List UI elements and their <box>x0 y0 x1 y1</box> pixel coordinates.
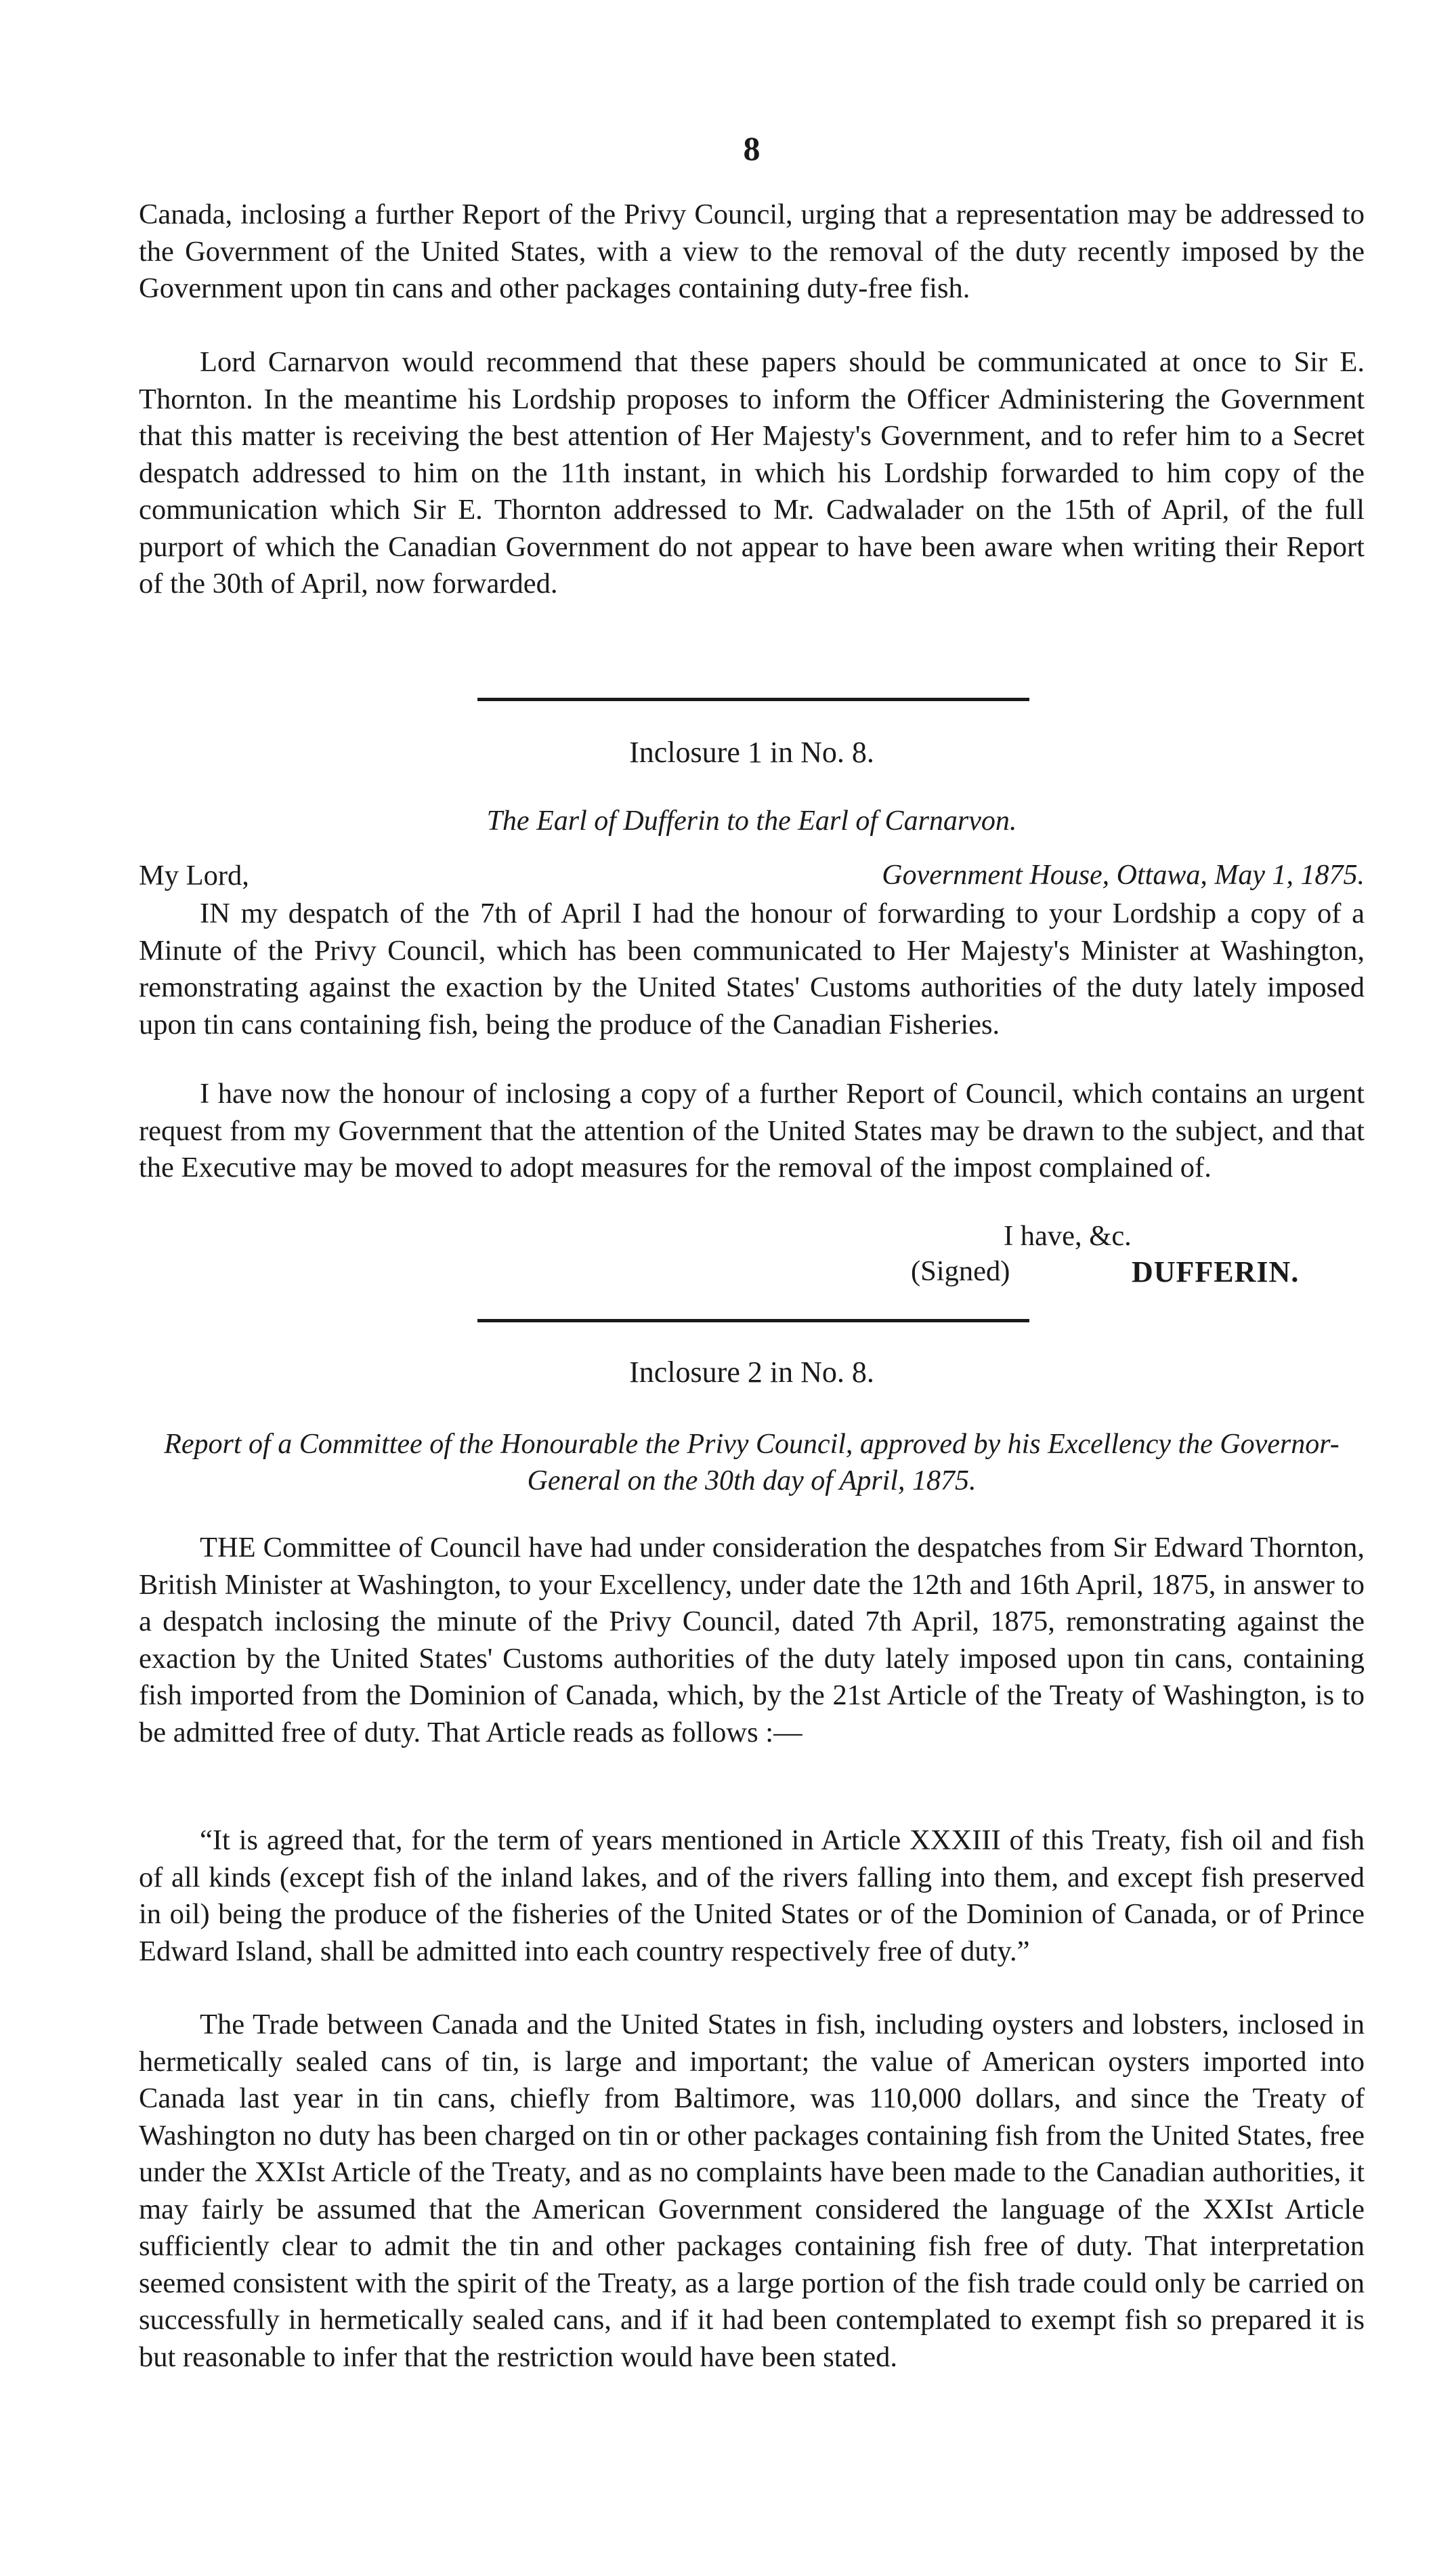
intro-paragraph-2: Lord Carnarvon would recommend that these papers should be communicated at once to Sir E. Thornton. In the meantime his Lordship proposes to inform the Officer Administering the Government that this matter is receiving the best attention of Her Majesty's Government, and to refer him to a Secret despatch addressed to him on the 11th instant, in which his Lordship forwarded to him copy of the communication which Sir E. Thornton addressed to Mr. Cadwalader on the 15th of April, of the full purport of which the Canadian Government do not appear to have been aware when writing their Report of the 30th of April, now forwarded. <box>139 346 1365 600</box>
inclosure-2-paragraph-1: THE Committee of Council have had under consideration the despatches from Sir Edward Thornton, British Minister at Washington, to your Excellency, under date the 12th and 16th April, 1875, in answer to a despatch inclosing the minute of the Privy Council, dated 7th April, 1875, remonstrating against the exaction by the United States' Customs authorities of the duty lately imposed upon tin cans, containing fish imported from the Dominion of Canada, which, by the 21st Article of the Treaty of Washington, is to be admitted free of duty. That Article reads as follows :— <box>139 1532 1365 1748</box>
inclosure-1-paragraph-1: IN my despatch of the 7th of April I had the honour of forwarding to your Lordship a copy of a Minute of the Privy Council, which has been communicated to Her Majesty's Minister at Washington, remonstrating against the exaction by the United States' Customs authorities of the duty lately imposed upon tin cans containing fish, being the produce of the Canadian Fisheries. <box>139 898 1365 1041</box>
inclosure-1-heading: Inclosure 1 in No. 8. <box>629 736 874 769</box>
signed-label: (Signed) <box>911 1255 1010 1287</box>
inclosure-2-paragraph-2: “It is agreed that, for the term of years mentioned in Article XXXIII of this Treaty, fish oil and fish of all kinds (except fish of the inland lakes, and of the rivers falling into them, and except fish preserved in oil) being the produce of the fisheries of the United States or of the Dominion of Canada, or of Prince Edward Island, shall be admitted into each country respectively free of duty.” <box>139 1824 1365 1967</box>
page-number: 8 <box>743 129 761 167</box>
intro-paragraph-1: Canada, inclosing a further Report of the Privy Council, urging that a representation may be addressed to the Government of the United States, with a view to the removal of the duty recently imposed by the Government upon tin cans and other packages containing duty-free fish. <box>139 198 1365 304</box>
section-divider-2 <box>477 1319 1029 1322</box>
inclosure-1-subheading: The Earl of Dufferin to the Earl of Carnarvon. <box>486 805 1017 837</box>
closing: I have, &c. <box>1004 1220 1132 1252</box>
section-divider-1 <box>477 698 1029 701</box>
inclosure-2-subheading: Report of a Committee of the Honourable the Privy Council, approved by his Excellency the Governor-General on the 30th day of April, 1875. <box>164 1429 1340 1496</box>
inclosure-1-paragraph-2: I have now the honour of inclosing a copy of a further Report of Council, which contains an urgent request from my Government that the attention of the United States may be drawn to the subject, and that the Executive may be moved to adopt measures for the removal of the impost complained of. <box>139 1078 1365 1183</box>
inclosure-2-heading: Inclosure 2 in No. 8. <box>629 1356 874 1389</box>
inclosure-2-paragraph-3: The Trade between Canada and the United States in fish, including oysters and lobsters, inclosed in hermetically sealed cans of tin, is large and important; the value of American oysters imported into Canada last year in tin cans, chiefly from Baltimore, was 110,000 dollars, and since the Treaty of Washington no duty has been charged on tin or other packages containing fish from the United States, free under the XXIst Article of the Treaty, and as no complaints have been made to the Canadian authorities, it may fairly be assumed that the American Government considered the language of the XXIst Article sufficiently clear to admit the tin and other packages containing fish free of duty. That interpretation seemed consistent with the spirit of the Treaty, as a large portion of the fish trade could only be carried on successfully in hermetically sealed cans, and if it had been contemplated to exempt fish so prepared it is but reasonable to infer that the restriction would have been stated. <box>139 2009 1365 2373</box>
dateline: Government House, Ottawa, May 1, 1875. <box>882 860 1365 891</box>
salutation: My Lord, <box>139 860 249 891</box>
signature: DUFFERIN. <box>1132 1255 1300 1288</box>
